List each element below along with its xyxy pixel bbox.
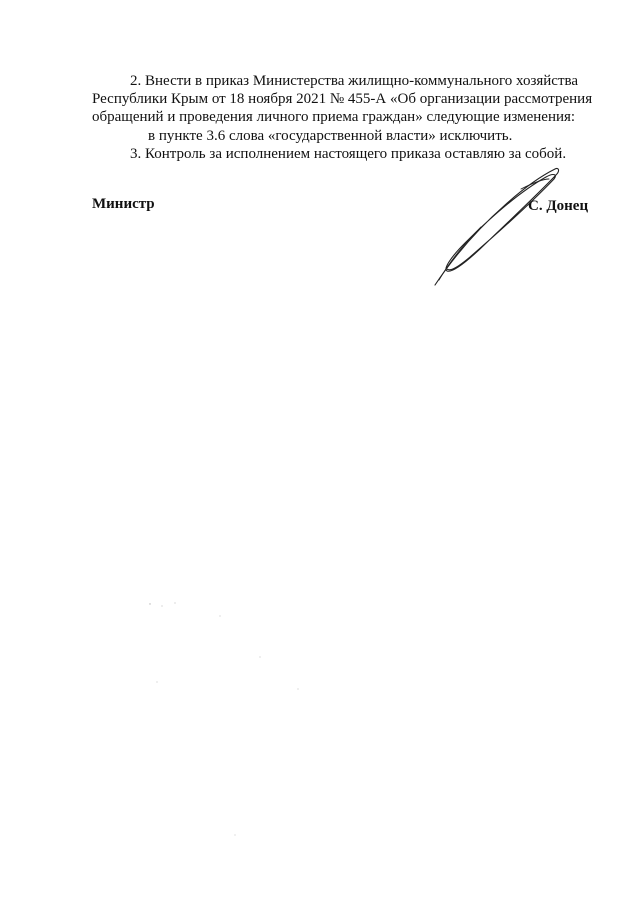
signatory-position: Министр [92, 196, 155, 212]
item-2-change-text: в пункте 3.6 слова «государственной власти» исключить. [148, 128, 513, 144]
item-2-first-line: 2. Внести в приказ Министерства жилищно-коммунального хозяйства [130, 73, 579, 89]
signatory-name: С. Донец [528, 198, 589, 214]
item-2-second-line: Республики Крым от 18 ноября 2021 № 455-А «Об организации рассмотрения [92, 91, 593, 107]
item-2-third-line: обращений и проведения личного приема граждан» следующие изменения: [92, 109, 576, 125]
item-3-text: 3. Контроль за исполнением настоящего приказа оставляю за собой. [130, 146, 567, 162]
